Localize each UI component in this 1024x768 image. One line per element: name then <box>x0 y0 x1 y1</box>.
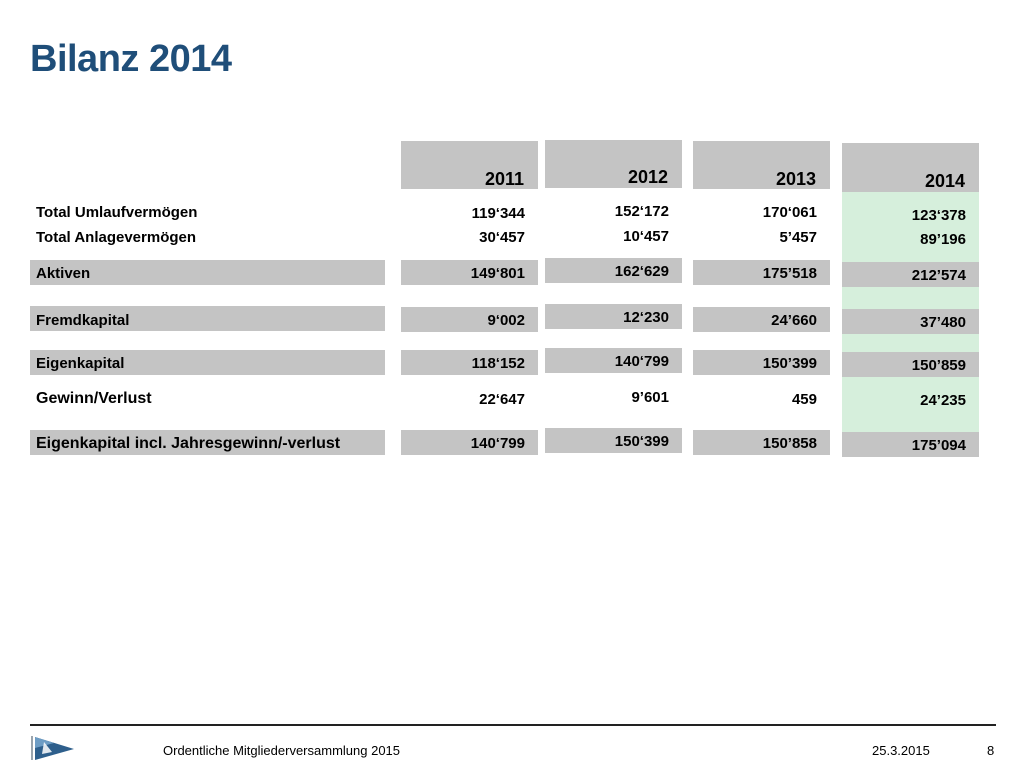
value-anlage-2014: 89’196 <box>920 231 966 248</box>
row-label-gewinn-verlust: Gewinn/Verlust <box>36 390 152 407</box>
page-title: Bilanz 2014 <box>30 38 232 80</box>
value-anlage-2013: 5’457 <box>779 229 817 246</box>
value-umlauf-2014: 123‘378 <box>911 207 966 224</box>
value-eigen-2014: 150’859 <box>842 352 979 377</box>
club-flag-logo-icon <box>30 734 76 762</box>
footer-date: 25.3.2015 <box>872 743 930 758</box>
row-label-aktiven: Aktiven <box>36 265 91 282</box>
value-fremd-2012: 12‘230 <box>545 304 682 329</box>
value-fremd-2014: 37’480 <box>842 309 979 334</box>
value-gewinn-2014: 24’235 <box>920 392 966 409</box>
value-eigen-2012: 140‘799 <box>545 348 682 373</box>
value-aktiven-2012: 162‘629 <box>545 258 682 283</box>
value-gewinn-2013: 459 <box>791 391 817 408</box>
value-eigenincl-2011: 140‘799 <box>401 430 538 455</box>
footer-divider <box>30 724 996 726</box>
value-gewinn-2012: 9’601 <box>631 389 669 406</box>
value-eigenincl-2014: 175’094 <box>842 432 979 457</box>
value-anlage-2011: 30‘457 <box>479 229 525 246</box>
year-header-2014: 2014 <box>842 143 979 192</box>
row-label-anlagevermoegen: Total Anlagevermögen <box>36 229 197 246</box>
year-header-2013: 2013 <box>693 141 830 189</box>
row-label-umlaufvermoegen: Total Umlaufvermögen <box>36 204 198 221</box>
row-label-fremdkapital: Fremdkapital <box>36 312 130 329</box>
footer-page-number: 8 <box>987 743 995 758</box>
value-eigen-2013: 150’399 <box>693 350 830 375</box>
value-aktiven-2013: 175’518 <box>693 260 830 285</box>
footer-event: Ordentliche Mitgliederversammlung 2015 <box>163 743 401 758</box>
value-gewinn-2011: 22‘647 <box>479 391 525 408</box>
value-eigenincl-2012: 150‘399 <box>545 428 682 453</box>
row-label-eigenkapital: Eigenkapital <box>36 355 125 372</box>
value-anlage-2012: 10‘457 <box>623 228 669 245</box>
value-eigenincl-2013: 150’858 <box>693 430 830 455</box>
year-header-2011: 2011 <box>401 141 538 189</box>
value-fremd-2013: 24’660 <box>693 307 830 332</box>
value-umlauf-2012: 152‘172 <box>614 203 669 220</box>
year-header-2012: 2012 <box>545 140 682 188</box>
value-aktiven-2014: 212’574 <box>842 262 979 287</box>
value-umlauf-2013: 170‘061 <box>762 204 817 221</box>
value-eigen-2011: 118‘152 <box>401 350 538 375</box>
value-umlauf-2011: 119‘344 <box>471 205 525 222</box>
value-aktiven-2011: 149‘801 <box>401 260 538 285</box>
value-fremd-2011: 9‘002 <box>401 307 538 332</box>
row-label-eigenkapital-incl: Eigenkapital incl. Jahresgewinn/-verlust <box>36 435 341 452</box>
